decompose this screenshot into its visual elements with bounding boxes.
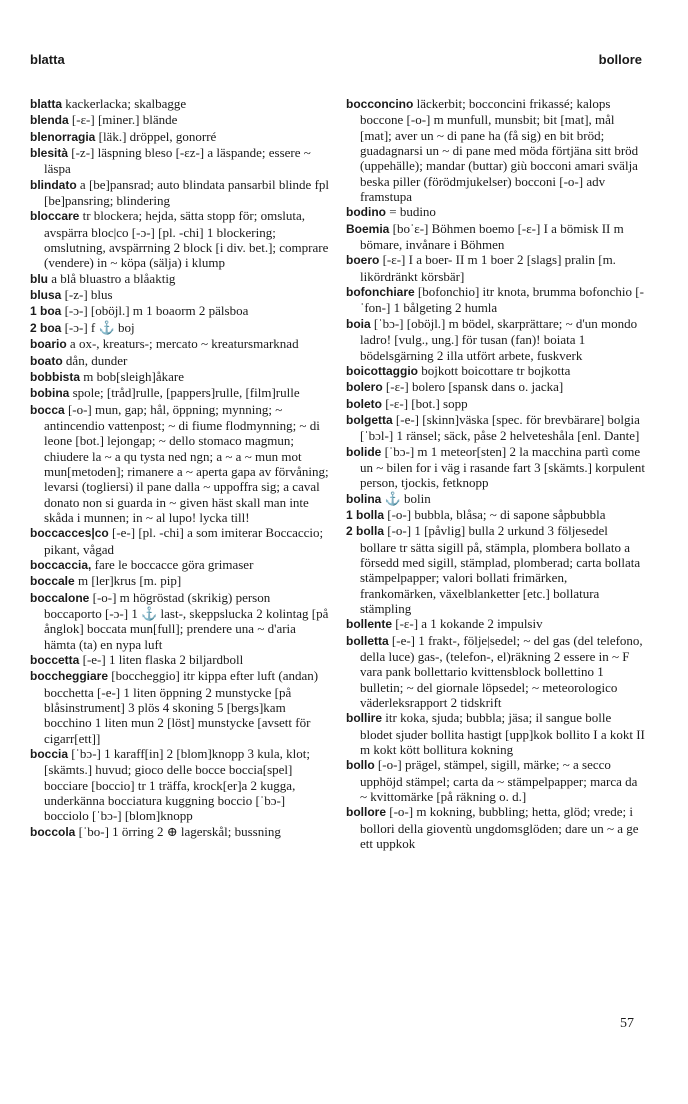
- right-column: [346, 96, 646, 852]
- definition: [-o-] mun, gap; hål, öppning; mynning; ~ antincendio vattenpost; ~ di fiume flodmynning; ~ di leone [bot.] lejongap; ~ dello stomaco magmun; chiudere la ~ a qu tysta ned ngn; a ~ a ~ mun mot mun[metoden]; rimanere a ~ aperta gapa av förvåning; levarsi (togliersi) il pane dalla ~ uppoffra sig; a caval donato non si guarda in ~ given häst skall man inte skåda i munnen; in ~ al lupo! lycka till!: [44, 401, 329, 525]
- definition: tr blockera; hejda, sätta stopp för; omsluta, avspärra bloc|co [-ɔ-] [pl. -chi] 1 blockering; omslutning, avspärrning 2 block [i div. bet.]; comprare (vendere) in ~ köpa (sälja) i klump: [44, 208, 329, 271]
- headword: boccheggiare: [30, 669, 109, 684]
- definition: [-e-] [skinn]väska [spec. för brevbärare] bolgia [ˈbɔl-] 1 ränsel; säck, påse 2 helveteshåla [enl. Dante]: [360, 411, 640, 444]
- headword: 2 bolla: [346, 524, 385, 539]
- page-number: 57: [620, 1016, 634, 1031]
- definition: [-e-] 1 liten flaska 2 biljardboll: [82, 652, 244, 668]
- headword: boicottaggio: [346, 363, 418, 378]
- entry: [346, 523, 646, 616]
- definition: a ox-, kreaturs-; mercato ~ kreatursmarknad: [69, 336, 299, 352]
- entry: [30, 208, 330, 270]
- entry: [346, 363, 646, 379]
- definition: [-ɛ-] bolero [spansk dans o. jacka]: [385, 379, 564, 395]
- definition: [-e-] 1 frakt-, följe|sedel; ~ del gas (del telefono, della luce) gas-, (telefon-, el)räkning 2 essere in ~ F vara pank bollettario kvittensblock bollettino 1 bulletin; ~ del giornale löpsedel; ~ meteorologico väderleksrapport 2 tidskrift: [360, 632, 643, 711]
- headword: bobina: [30, 386, 70, 401]
- definition: [-z-] läspning bleso [-ɛz-] a läspande; essere ~ läspa: [44, 145, 311, 177]
- entry: [30, 525, 330, 557]
- definition: bojkott boicottare tr bojkotta: [421, 362, 571, 378]
- definition: [-o-] m kokning, bubbling; hetta, glöd; vrede; i bollori della gioventù ungdomsglöden; dare un ~ a ge ett uppkok: [360, 804, 639, 852]
- headword: boccale: [30, 574, 75, 589]
- headword: bolletta: [346, 633, 389, 648]
- entry: [346, 96, 646, 204]
- entry: [346, 252, 646, 284]
- entry: [346, 396, 646, 412]
- entry: [30, 145, 330, 177]
- definition: [boccheggio] itr kippa efter luft (andan) bocchetta [-e-] 1 liten öppning 2 munstycke [på blåsinstrument] 3 plös 4 skoning 5 [bergs]kam bocchino 1 liten mun 2 [löst] munstycke [avsett för cigarr[ett]]: [44, 668, 319, 746]
- headword: bloccare: [30, 209, 80, 224]
- entry: [30, 590, 330, 652]
- entry: [346, 710, 646, 757]
- entry: [30, 287, 330, 303]
- definition: m [ler]krus [m. pip]: [77, 573, 182, 589]
- entry: [30, 385, 330, 401]
- headword: 1 boa: [30, 304, 62, 319]
- entry: [30, 652, 330, 668]
- running-head-right: bollore: [598, 52, 642, 67]
- headword: Boemia: [346, 221, 390, 236]
- definition: = budino: [389, 204, 436, 220]
- entry: [346, 633, 646, 711]
- headword: blu: [30, 271, 48, 286]
- definition: [ˈbɔ-] [oböjl.] m bödel, skarprättare; ~ d'un mondo ladro! [vulg., ung.] för tusan (fan)! boiata 1 bödelsgärning 2 illa utfört arbete, fuskverk: [360, 315, 638, 363]
- headword: boia: [346, 316, 371, 331]
- headword: bolide: [346, 444, 382, 459]
- headword: bollore: [346, 805, 387, 820]
- headword: boccetta: [30, 653, 80, 668]
- headword: boccola: [30, 824, 76, 839]
- definition: [ˈbɔ-] 1 karaff[in] 2 [blom]knopp 3 kula, klot; [skämts.] huvud; gioco delle bocce boccia[spel] bocciare [boccio] tr 1 träffa, krock[er]a 2 kugga, underkänna bocciatura kuggning boccio [ˈbɔ-] bocciolo [ˈbɔ-] [blom]knopp: [44, 746, 311, 824]
- definition: [-o-] bubbla, blåsa; ~ di sapone såpbubbla: [387, 506, 606, 522]
- definition: dån, dunder: [65, 352, 128, 368]
- definition: [ˈbo-] 1 örring 2 ⊕ lagerskål; bussning: [78, 823, 281, 839]
- headword: boleto: [346, 396, 382, 411]
- definition: [-ɛ-] a 1 kokande 2 impulsiv: [395, 616, 543, 632]
- definition: [-z-] blus: [64, 287, 113, 303]
- headword: bollo: [346, 758, 375, 773]
- entry: [346, 804, 646, 851]
- entry: [30, 320, 330, 336]
- definition: [-e-] [pl. -chi] a som imiterar Boccaccio; pikant, vågad: [44, 525, 324, 557]
- headword: blusa: [30, 288, 62, 303]
- headword: blindato: [30, 177, 77, 192]
- definition: ⚓ bolin: [384, 490, 431, 506]
- definition: läckerbit; bocconcini frikassé; kalops boccone [-o-] m munfull, munsbit; bit [mat], mål [mat]; aver un ~ di pane ha (få sig) en bit bröd; guadagnarsi un ~ di pane med möda förtjäna sitt bröd (uppehälle); mandar (buttar) giù bocconi amari svälja beska piller (förödmjukelser) bocconi [-o-] adv framstupa: [360, 96, 639, 205]
- entry: [346, 412, 646, 444]
- entry: [30, 129, 330, 145]
- headword: boccia: [30, 747, 69, 762]
- entry: [30, 353, 330, 369]
- definition: [bofonchio] itr knota, brumma bofonchio [-ˈfon-] 1 bålgeting 2 humla: [360, 284, 644, 316]
- entry: [346, 507, 646, 523]
- entry: [30, 177, 330, 209]
- definition: a blå bluastro a blåaktig: [51, 270, 176, 286]
- entry: [346, 204, 646, 220]
- entry: [346, 491, 646, 507]
- entry: [30, 557, 330, 573]
- headword: bollente: [346, 617, 393, 632]
- headword: bolgetta: [346, 412, 393, 427]
- definition: a [be]pansrad; auto blindata pansarbil blinde fpl [be]pansring; blindering: [44, 176, 330, 209]
- headword: boero: [346, 253, 380, 268]
- entry: [346, 221, 646, 253]
- headword: bolero: [346, 380, 383, 395]
- definition: [-ɛ-] [miner.] blände: [71, 112, 178, 128]
- left-column: [30, 96, 330, 840]
- definition: [-ɔ-] f ⚓ boj: [64, 319, 135, 335]
- entry: [30, 746, 330, 824]
- headword: boato: [30, 353, 63, 368]
- entry: [346, 757, 646, 804]
- definition: [ˈbɔ-] m 1 meteor[sten] 2 la macchina partì come un ~ bilen for i väg i rasande fart 3 [skämts.] korpulent person, tjockis, fetknopp: [360, 443, 646, 491]
- entry: [30, 668, 330, 746]
- headword: bodino: [346, 205, 386, 220]
- entry: [30, 271, 330, 287]
- headword: 1 bolla: [346, 507, 385, 522]
- entry: [346, 284, 646, 316]
- entry: [30, 824, 330, 840]
- definition: [-o-] prägel, stämpel, sigill, märke; ~ a secco upphöjd stämpel; carta da ~ stämpelpapper; marca da ~ kvittomärke [på räkning o. d.]: [360, 757, 638, 805]
- headword: bobbista: [30, 369, 80, 384]
- definition: [-ɛ-] I a boer- II m 1 boer 2 [slags] pralin [m. likördränkt körsbär]: [360, 252, 616, 284]
- headword: bocca: [30, 402, 65, 417]
- definition: m bob[sleigh]åkare: [83, 368, 184, 384]
- headword: bolina: [346, 491, 382, 506]
- headword: blesità: [30, 146, 69, 161]
- definition: spole; [tråd]rulle, [pappers]rulle, [film]rulle: [72, 385, 300, 401]
- headword: bocconcino: [346, 97, 414, 111]
- definition: [boˈɛ-] Böhmen boemo [-ɛ-] I a bömisk II m bömare, invånare i Böhmen: [360, 220, 624, 253]
- headword: blenda: [30, 113, 69, 128]
- running-head-left: blatta: [30, 52, 65, 67]
- entry: [346, 316, 646, 363]
- headword: bollire: [346, 711, 383, 726]
- definition: [-o-] 1 [påvlig] bulla 2 urkund 3 följesedel bollare tr sätta sigill på, stämpla, plombera bollato a försedd med sigill, stämplad, plomberad; carta bollata stämpelpapper; valori bollati frimärken, frankomärken, växelblanketter [etc.] bollatura stämpling: [360, 523, 641, 616]
- definition: [läk.] dröppel, gonorré: [98, 128, 217, 144]
- entry: [346, 379, 646, 395]
- headword: 2 boa: [30, 320, 62, 335]
- entry: [346, 444, 646, 491]
- headword: boccalone: [30, 590, 90, 605]
- definition: itr koka, sjuda; bubbla; jäsa; il sangue bolle blodet sjuder bollita hastigt [upp]kok bollito I a kokt II m kokt kött bollitura kokning: [360, 710, 645, 758]
- entry: [30, 96, 330, 112]
- entry: [30, 573, 330, 589]
- headword: boario: [30, 337, 67, 352]
- entry: [30, 336, 330, 352]
- headword: bofonchiare: [346, 285, 415, 300]
- headword: boccacces|co: [30, 526, 109, 541]
- definition: fare le boccacce göra grimaser: [94, 556, 254, 572]
- definition: [-ɔ-] [oböjl.] m 1 boaorm 2 pälsboa: [64, 303, 249, 319]
- entry: [30, 402, 330, 526]
- headword: blatta: [30, 97, 63, 111]
- definition: [-o-] m högröstad (skrikig) person boccaporto [-ɔ-] 1 ⚓ last-, skeppslucka 2 kolintag [på ånglok] boccata mun[full]; prendere una ~ d'aria hämta (ta) en nypa luft: [44, 589, 329, 652]
- definition: [-ɛ-] [bot.] sopp: [385, 395, 468, 411]
- headword: blenorragia: [30, 129, 96, 144]
- headword: boccaccia,: [30, 557, 92, 572]
- definition: kackerlacka; skalbagge: [65, 96, 187, 111]
- entry: [30, 369, 330, 385]
- entry: [346, 616, 646, 632]
- entry: [30, 112, 330, 128]
- entry: [30, 303, 330, 319]
